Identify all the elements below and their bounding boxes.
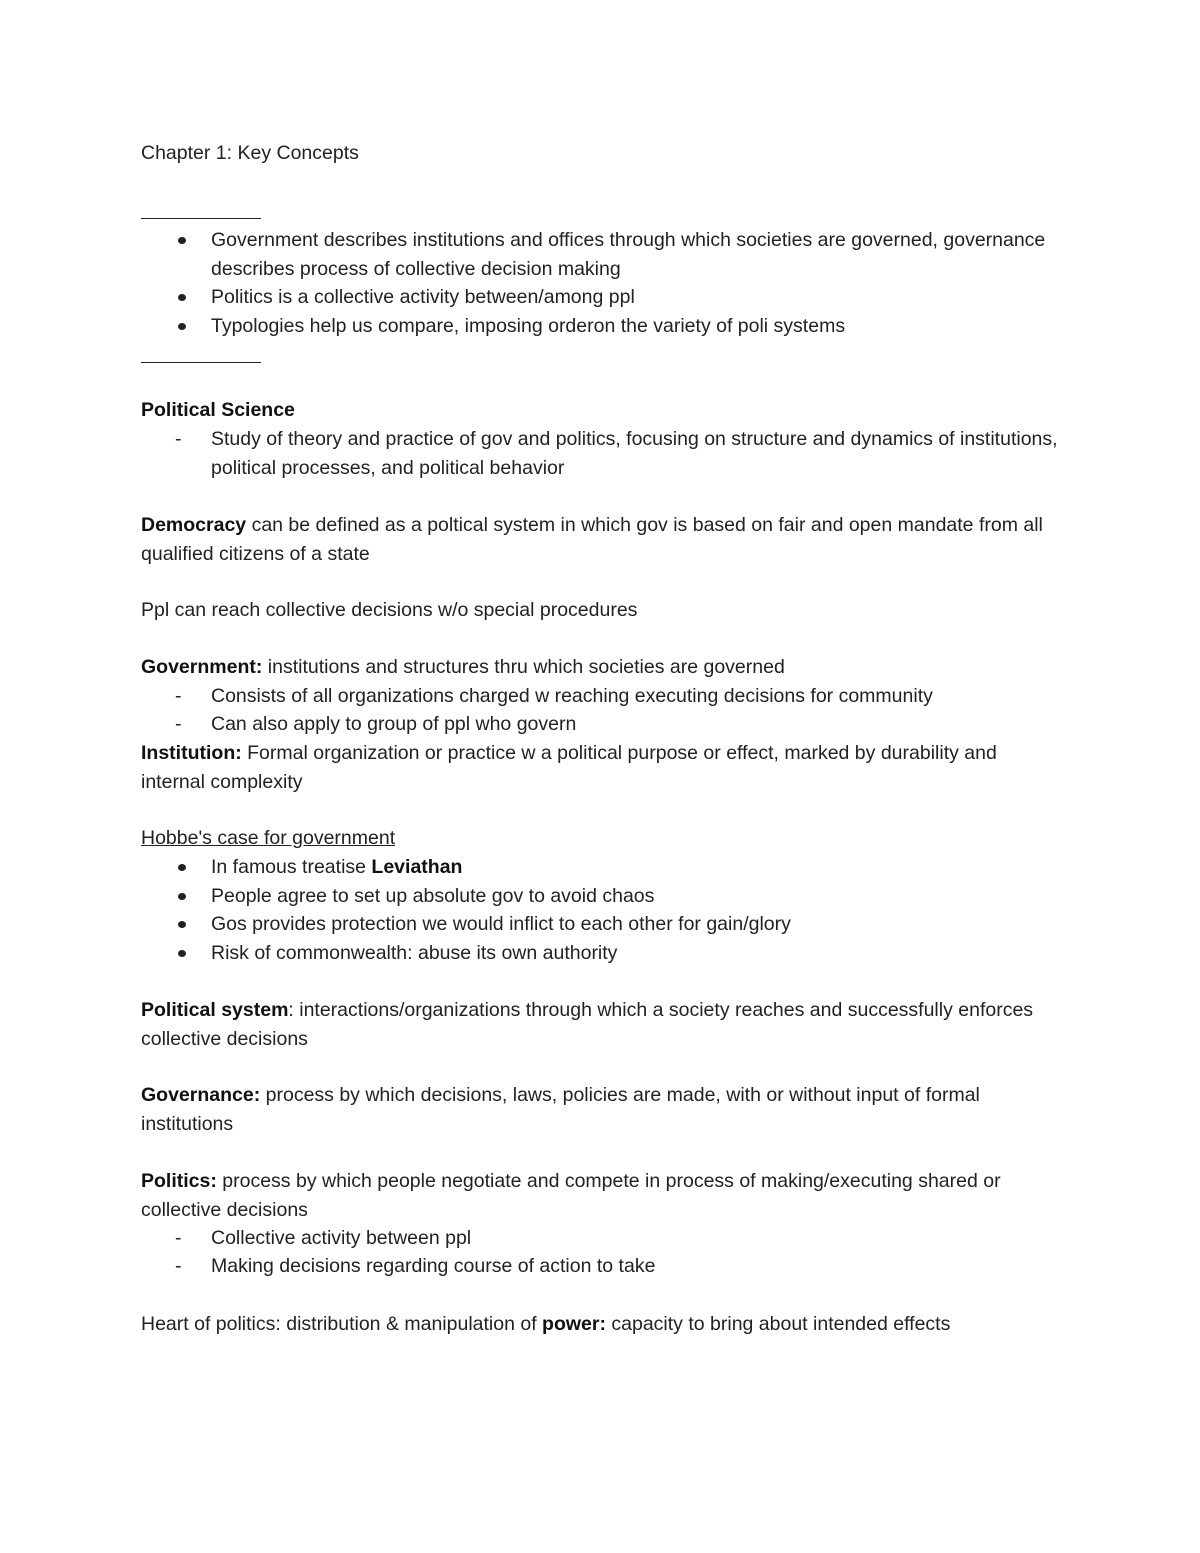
bullet-icon: [178, 893, 186, 900]
list-item: Gos provides protection we would inflict to each other for gain/glory: [141, 910, 1061, 939]
list-item: - Consists of all organizations charged w reaching executing decisions for community: [141, 682, 1061, 711]
bullet-icon: [178, 237, 186, 244]
list-item: People agree to set up absolute gov to avoid chaos: [141, 882, 1061, 911]
divider-bottom: [141, 362, 261, 363]
definition-government: Government: institutions and structures thru which societies are governed: [141, 656, 785, 678]
definition-politics: Politics: process by which people negotiate and compete in process of making/executing shared or collective decisions: [141, 1170, 1001, 1221]
section-heading-political-science: Political Science: [141, 399, 295, 421]
list-item: Risk of commonwealth: abuse its own authority: [141, 939, 1061, 968]
list-item: - Making decisions regarding course of action to take: [141, 1252, 1061, 1281]
list-item: - Collective activity between ppl: [141, 1224, 1061, 1253]
bullet-icon: [178, 323, 186, 330]
bullet-icon: [178, 950, 186, 957]
dash-marker: -: [175, 1255, 182, 1277]
hobbes-heading: Hobbe's case for government: [141, 827, 396, 849]
bullet-icon: [178, 864, 186, 871]
page-title: Chapter 1: Key Concepts: [141, 142, 359, 164]
list-item: In famous treatise Leviathan: [141, 853, 1061, 882]
list-item: Government describes institutions and offices through which societies are governed, governance describes process of collective decision making: [141, 226, 1061, 283]
heart-of-politics-line: Heart of politics: distribution & manipulation of power: capacity to bring about intended effects: [141, 1313, 951, 1335]
definition-governance: Governance: process by which decisions, laws, policies are made, with or without input of formal institutions: [141, 1084, 980, 1135]
dash-marker: -: [175, 685, 182, 707]
list-item: - Can also apply to group of ppl who govern: [141, 710, 1061, 739]
list-item: Politics is a collective activity between/among ppl: [141, 283, 1061, 312]
definition-institution: Institution: Formal organization or practice w a political purpose or effect, marked by durability and internal complexity: [141, 742, 997, 793]
bullet-icon: [178, 921, 186, 928]
bullet-icon: [178, 294, 186, 301]
list-item: Typologies help us compare, imposing orderon the variety of poli systems: [141, 312, 1061, 341]
dash-marker: -: [175, 713, 182, 735]
divider-top: [141, 218, 261, 219]
definition-political-system: Political system: interactions/organizations through which a society reaches and successfully enforces collective decisions: [141, 999, 1034, 1050]
dash-marker: -: [175, 1227, 182, 1249]
dash-marker: -: [175, 428, 182, 450]
collective-decisions-line: Ppl can reach collective decisions w/o special procedures: [141, 599, 638, 621]
list-item: - Study of theory and practice of gov and politics, focusing on structure and dynamics of institutions, political processes, and political behavior: [141, 425, 1061, 482]
definition-democracy: Democracy can be defined as a poltical system in which gov is based on fair and open mandate from all qualified citizens of a state: [141, 514, 1043, 565]
